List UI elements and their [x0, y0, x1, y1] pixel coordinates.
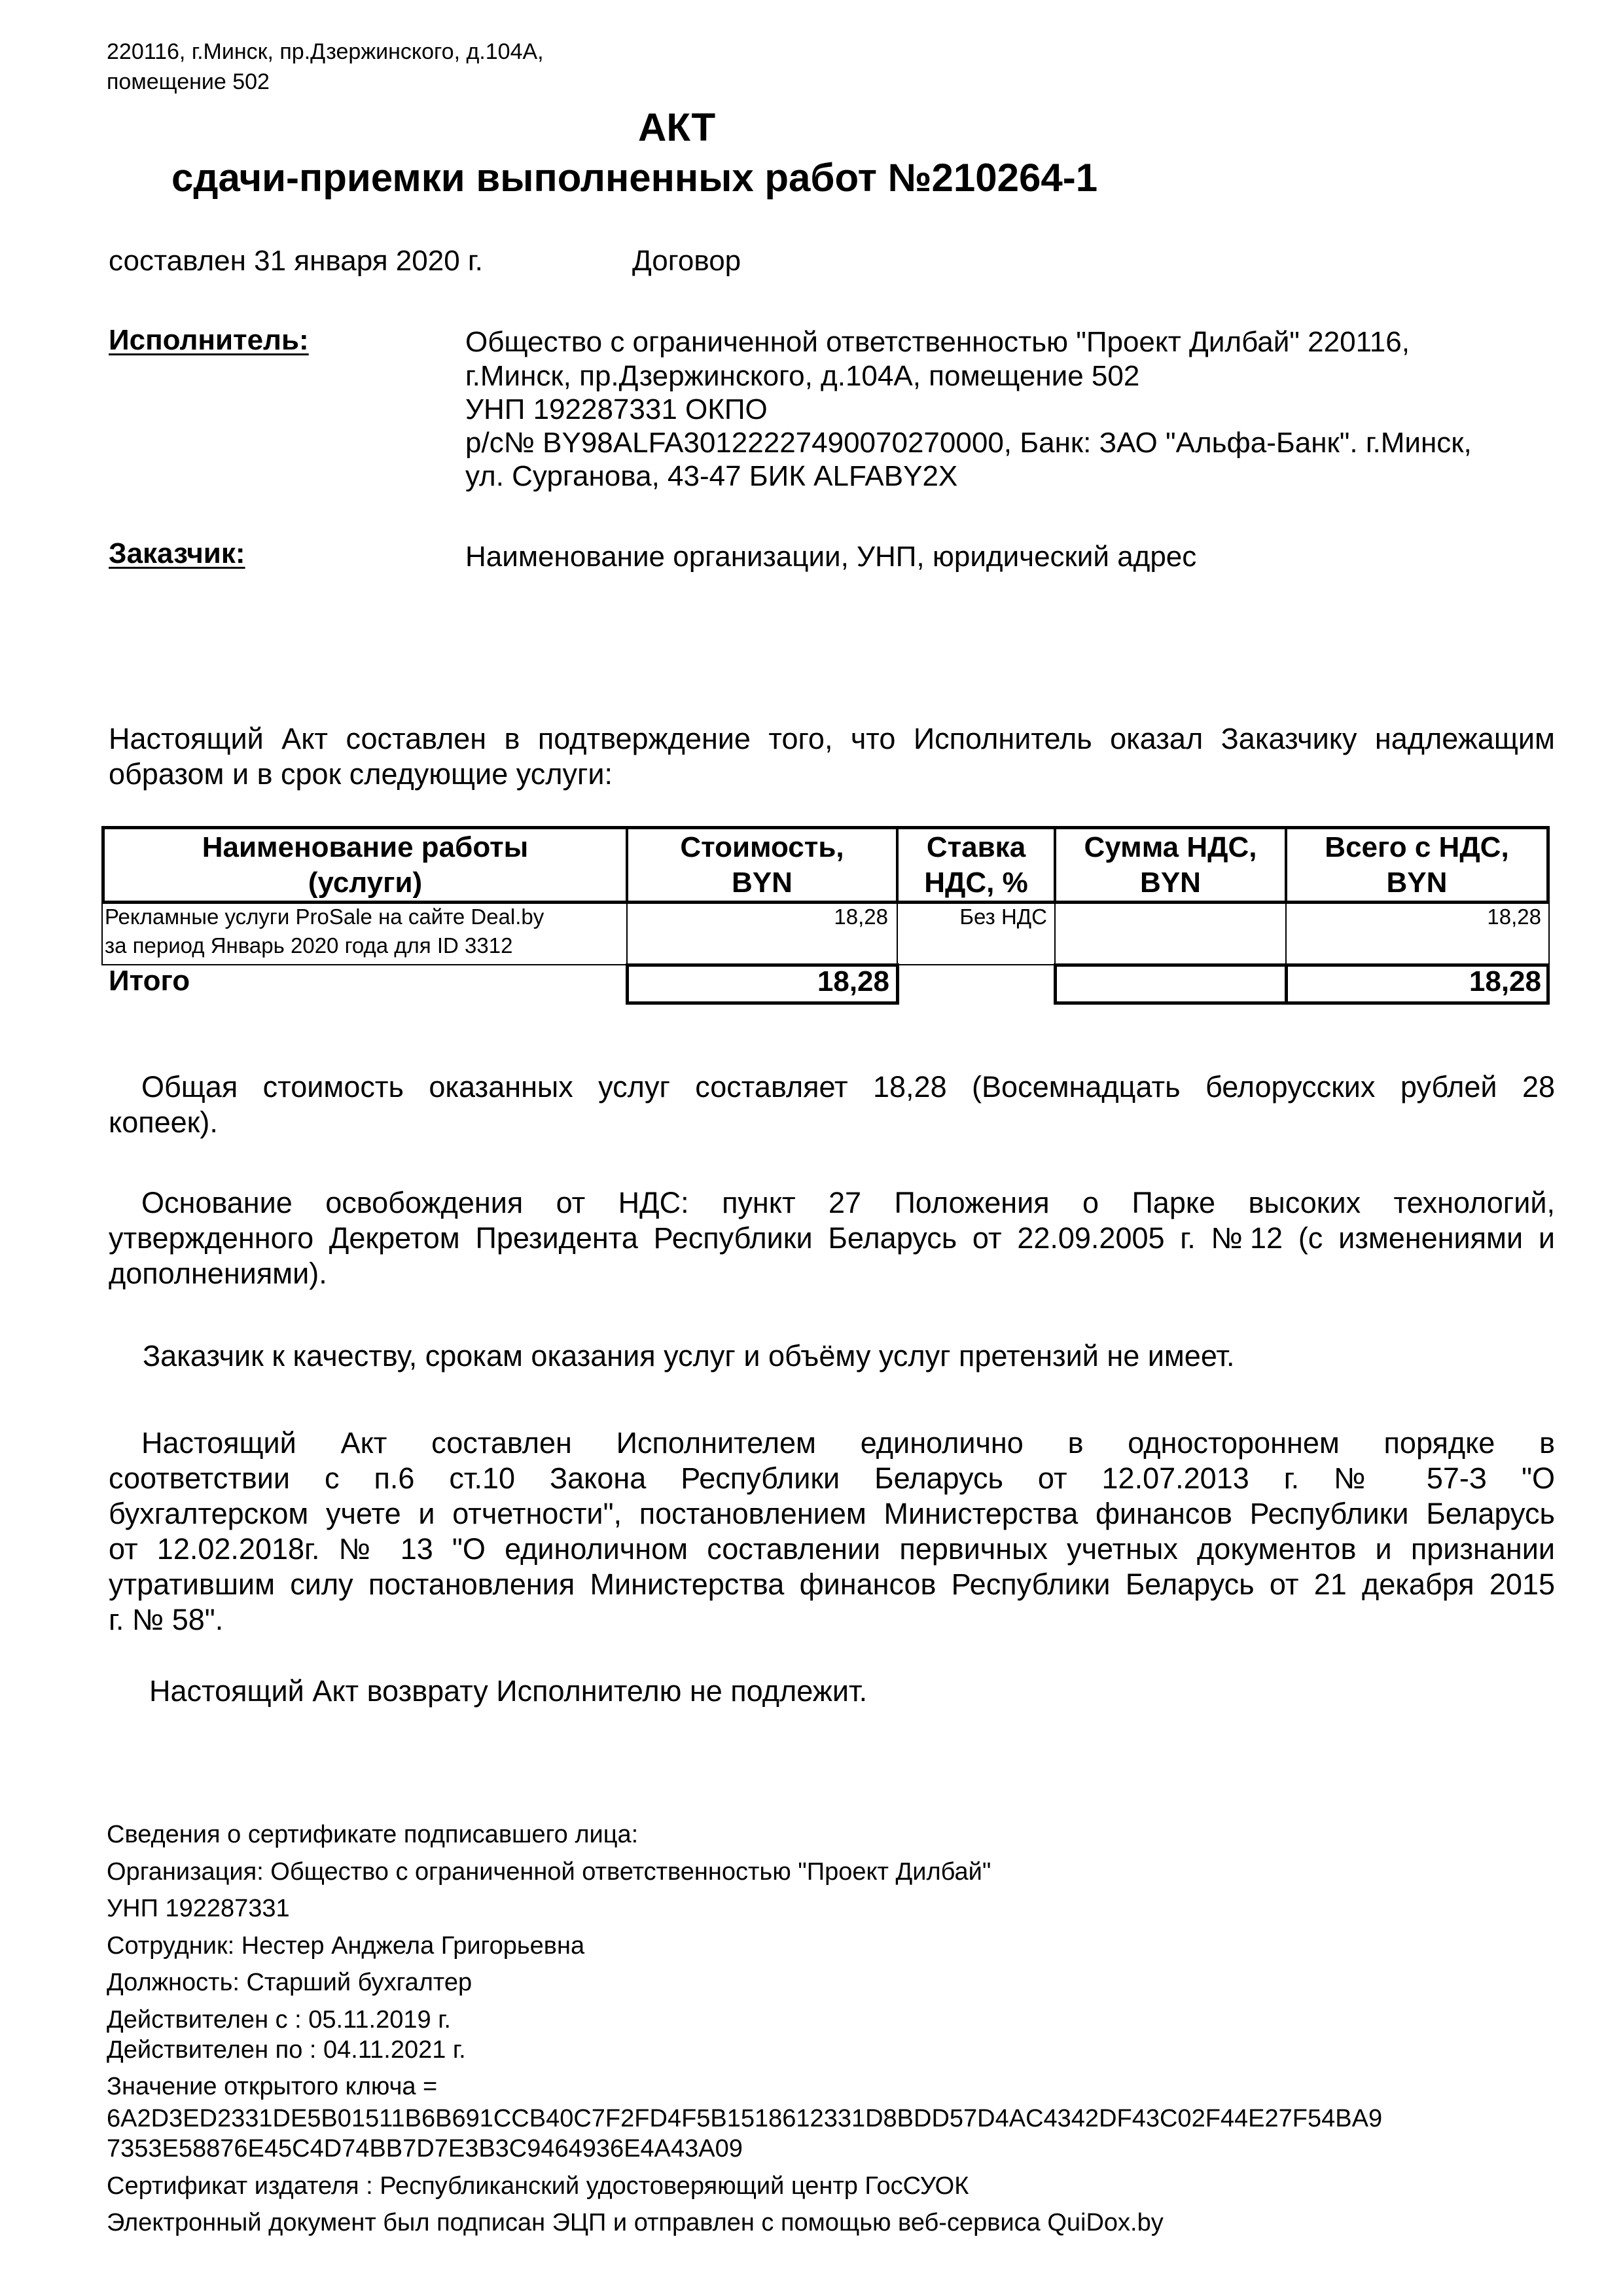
executor-line: Общество с ограниченной ответственностью "Проект Дилбай" 220116, [465, 326, 1410, 358]
row-service-name: Рекламные услуги ProSale на сайте Deal.by [105, 905, 544, 929]
contract-label: Договор [632, 245, 741, 277]
row-service-period: за период Январь 2020 года для ID 3312 [105, 933, 513, 958]
no-return-paragraph: Настоящий Акт возврату Исполнителю не подлежит. [149, 1674, 868, 1708]
header-text: НДС, % [924, 866, 1028, 899]
row-border [626, 904, 628, 965]
table-header-cell [899, 829, 1054, 901]
document-subtitle: сдачи-приемки выполненных работ №210264-1 [171, 156, 1098, 200]
header-text: BYN [732, 866, 793, 899]
row-border [101, 904, 103, 965]
row-border [1285, 904, 1287, 965]
paragraph-line: Общая стоимость оказанных услуг составляет 18,28 (Восемнадцать белорусских рублей 28 [141, 1070, 1555, 1103]
composed-date: составлен 31 января 2020 г. [109, 245, 483, 277]
total-sum: 18,28 [1469, 965, 1541, 997]
table-header-cell [105, 829, 626, 901]
no-claims-paragraph: Заказчик к качеству, срокам оказания услуг и объёму услуг претензий не имеет. [143, 1339, 1235, 1372]
certificate-position: Должность: Старший бухгалтер [107, 1969, 473, 1996]
address-line-1: 220116, г.Минск, пр.Дзержинского, д.104А, [107, 39, 544, 64]
paragraph-line: Основание освобождения от НДС: пункт 27 Положения о Парке высоких технологий, [141, 1186, 1555, 1219]
header-text: Стоимость, [680, 831, 844, 863]
table-header-cell [1056, 829, 1285, 901]
certificate-valid-to: Действителен по : 04.11.2021 г. [107, 2036, 466, 2064]
paragraph-line: утратившим силу постановления Министерства финансов Республики Беларусь от 21 декабря 2015 [109, 1568, 1555, 1601]
row-border [1054, 904, 1056, 965]
paragraph-line: копеек). [109, 1105, 218, 1139]
paragraph-line: утвержденного Декретом Президента Республики Беларусь от 22.09.2005 г. №12 (с изменениями и [109, 1221, 1555, 1255]
total-label: Итого [109, 965, 190, 997]
header-text: Ставка [926, 831, 1026, 863]
unilateral-paragraph [109, 1426, 1555, 1638]
executor-line: ул. Сурганова, 43-47 БИК ALFABY2X [465, 460, 958, 492]
paragraph-line: Настоящий Акт составлен Исполнителем единолично в одностороннем порядке в [141, 1426, 1555, 1460]
header-text: BYN [1386, 866, 1448, 899]
row-vat-rate: Без НДС [959, 905, 1047, 929]
cost-paragraph [109, 1069, 1555, 1140]
intro-paragraph [109, 721, 1555, 792]
electronic-signature-note: Электронный документ был подписан ЭЦП и отправлен с помощью веб-сервиса QuiDox.by [107, 2209, 1164, 2236]
intro-line: Настоящий Акт составлен в подтверждение того, что Исполнитель оказал Заказчику надлежащим [109, 722, 1555, 755]
intro-line: образом и в срок следующие услуги: [109, 757, 613, 791]
table-header-cell [628, 829, 896, 901]
certificate-organization: Организация: Общество с ограниченной ответственностью "Проект Дилбай" [107, 1858, 991, 1886]
customer-label: Заказчик: [109, 537, 245, 569]
certificate-employee: Сотрудник: Нестер Анджела Григорьевна [107, 1932, 585, 1960]
paragraph-line: дополнениями). [109, 1257, 327, 1290]
paragraph-line: соответствии с п.6 ст.10 Закона Республики Беларусь от 12.07.2013 г. № 57-З "О [109, 1462, 1555, 1495]
row-border [897, 904, 898, 965]
executor-line: р/с№ BY98ALFA30122227490070270000, Банк: ЗАО "Альфа-Банк". г.Минск, [465, 427, 1472, 459]
certificate-key-label: Значение открытого ключа = [107, 2073, 438, 2100]
header-text: Наименование работы [202, 831, 529, 863]
header-text: Сумма НДС, [1084, 831, 1257, 863]
certificate-valid-from: Действителен с : 05.11.2019 г. [107, 2006, 451, 2034]
executor-label: Исполнитель: [109, 324, 309, 356]
customer-value: Наименование организации, УНП, юридический адрес [465, 541, 1197, 573]
row-border [1548, 904, 1550, 965]
row-cost: 18,28 [834, 905, 888, 929]
executor-line: г.Минск, пр.Дзержинского, д.104А, помещение 502 [465, 360, 1140, 392]
address-line-2: помещение 502 [107, 69, 270, 94]
certificate-heading: Сведения о сертификате подписавшего лица: [107, 1821, 639, 1848]
paragraph-line: бухгалтерском учете и отчетности", постановлением Министерства финансов Республики Беларусь [109, 1497, 1555, 1530]
header-text: Всего с НДС, [1325, 831, 1509, 863]
header-text: BYN [1140, 866, 1201, 899]
table-header-cell [1287, 829, 1546, 901]
certificate-key-value: 7353E58876E45C4D74BB7D7E3B3C9464936E4A43A09 [107, 2135, 743, 2162]
vat-exemption-paragraph [109, 1185, 1555, 1291]
header-text: (услуги) [308, 866, 423, 899]
total-vat-box [1054, 963, 1288, 1005]
paragraph-line: от 12.02.2018г. № 13 "О единоличном составлении первичных учетных документов и признании [109, 1532, 1555, 1566]
total-cost: 18,28 [817, 965, 889, 997]
certificate-issuer: Сертификат издателя : Республиканский удостоверяющий центр ГосСУОК [107, 2172, 969, 2200]
certificate-unp: УНП 192287331 [107, 1895, 290, 1922]
document-title: АКТ [638, 105, 716, 149]
executor-line: УНП 192287331 ОКПО [465, 393, 768, 425]
row-total: 18,28 [1487, 905, 1541, 929]
certificate-key-value: 6A2D3ED2331DE5B01511B6B691CCB40C7F2FD4F5B1518612331D8BDD57D4AC4342DF43C02F44E27F54BA9 [107, 2105, 1383, 2132]
paragraph-line: г. № 58". [109, 1603, 224, 1636]
